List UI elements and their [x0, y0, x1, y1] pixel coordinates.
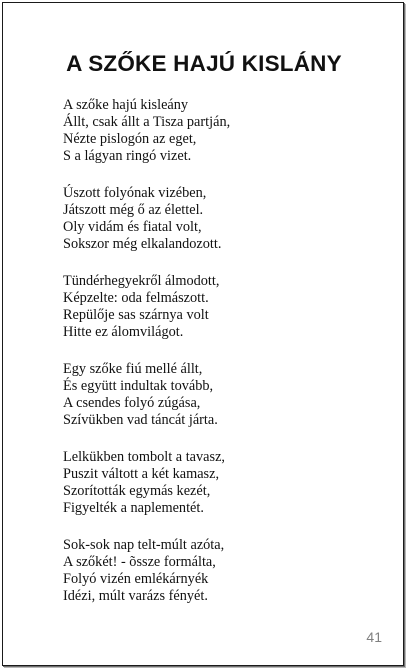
poem-line: Állt, csak állt a Tisza partján,: [63, 114, 231, 130]
poem-line: A szőke hajú kisleány: [63, 97, 189, 113]
poem-line: Egy szőke fiú mellé állt,: [63, 361, 203, 377]
poem-title: A SZŐKE HAJÚ KISLÁNY: [66, 51, 342, 76]
poem-line: Tündérhegyekről álmodott,: [63, 273, 220, 289]
poem-line: Nézte pislogón az eget,: [63, 131, 197, 147]
poem-line: Sok-sok nap telt-múlt azóta,: [63, 537, 225, 553]
poem-line: Játszott még ő az élettel.: [63, 202, 204, 218]
poem-line: Képzelte: oda felmászott.: [63, 290, 209, 306]
stanza-1: [63, 97, 383, 165]
poem-line: Puszit váltott a két kamasz,: [63, 466, 220, 482]
stanza-5: [63, 449, 383, 517]
stanza-3: [63, 273, 383, 341]
stanza-6: [63, 537, 383, 605]
poem-line: Úszott folyónak vizében,: [63, 185, 207, 201]
poem-line: A szőkét! - õssze formálta,: [63, 554, 216, 570]
poem-line: Repülője sas szárnya volt: [63, 307, 209, 323]
poem-line: A csendes folyó zúgása,: [63, 395, 201, 411]
poem-line: Oly vidám és fiatal volt,: [63, 219, 202, 235]
poem-line: Lelkükben tombolt a tavasz,: [63, 449, 225, 465]
poem-line: Folyó vizén emlékárnyék: [63, 571, 209, 587]
poem-line: Sokszor még elkalandozott.: [63, 236, 222, 252]
poem-line: Figyelték a naplementét.: [63, 500, 204, 516]
poem-line: Szorították egymás kezét,: [63, 483, 211, 499]
poem-line: Hitte ez álomvilágot.: [63, 324, 184, 340]
stanza-4: [63, 361, 383, 429]
poem-line: S a lágyan ringó vizet.: [63, 148, 192, 164]
poem-body: [63, 97, 383, 605]
poem-line: Szívükben vad táncát járta.: [63, 412, 218, 428]
poem-line: És együtt indultak tovább,: [63, 378, 214, 394]
page-number: 41: [366, 629, 382, 645]
stanza-2: [63, 185, 383, 253]
book-page: [2, 2, 404, 666]
poem-line: Idézi, múlt varázs fényét.: [63, 588, 208, 604]
